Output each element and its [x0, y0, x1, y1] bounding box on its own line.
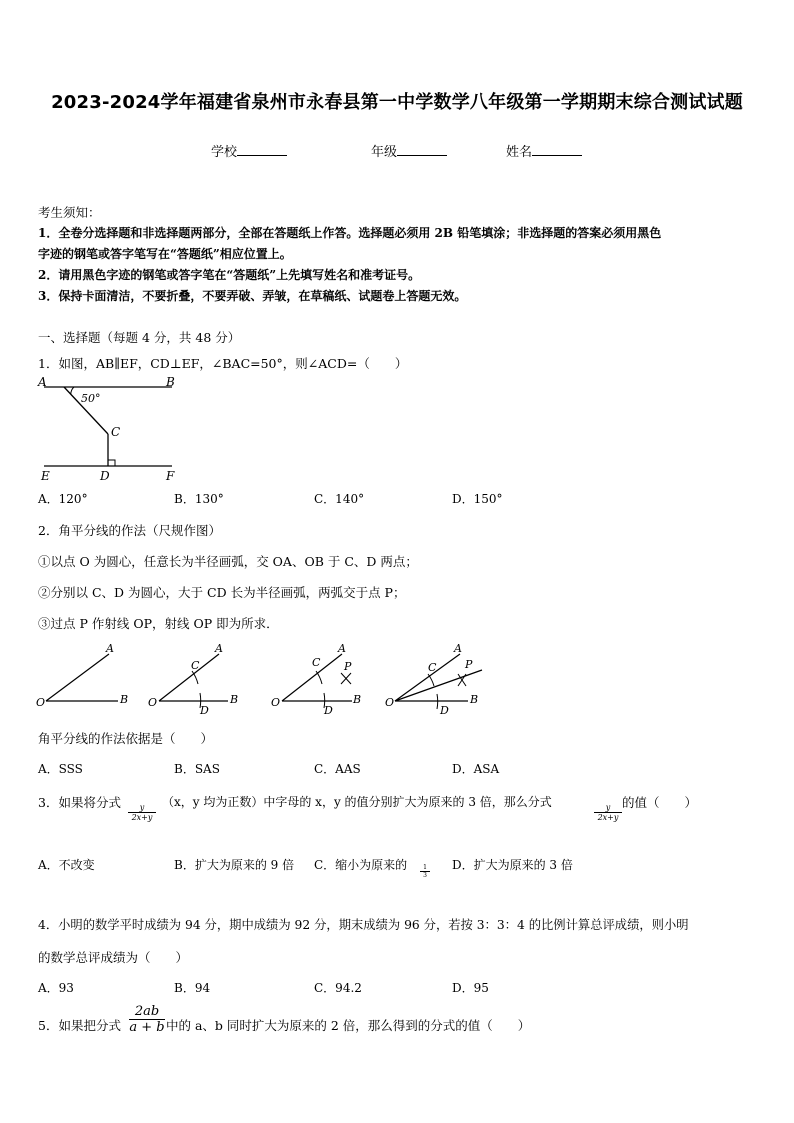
svg-text:D: D [324, 704, 333, 717]
school-blank [237, 143, 287, 156]
school-field [211, 141, 287, 160]
q2-option-d: D．ASA [452, 762, 500, 776]
q3-fraction [128, 803, 156, 822]
q3-frac-num: y [128, 803, 156, 813]
q3-fraction-2 [594, 803, 622, 822]
q3-stem-b: （x，y 均为正数）中字母的 x，y 的值分别扩大为原来的 3 倍，那么分式 [162, 795, 552, 809]
label-a: A [38, 375, 47, 389]
q3-optc-fraction: $\frac{1}{3}$ [420, 864, 430, 879]
q5-stem-b: 中的 a、b 同时扩大为原来的 2 倍，那么得到的分式的值（ ） [166, 1018, 531, 1033]
notice-item-2: 2．请用黑色字迹的钢笔或答字笔在“答题纸”上先填写姓名和准考证号。 [38, 268, 421, 282]
notice-heading: 考生须知： [38, 205, 101, 220]
notice-item-3: 3．保持卡面清洁，不要折叠，不要弄破、弄皱，在草稿纸、试题卷上答题无效。 [38, 289, 467, 303]
q5-stem-a: 5．如果把分式 [38, 1018, 121, 1033]
q1-option-c: C．140° [314, 492, 365, 506]
q4-line-2: 的数学总评成绩为（ ） [38, 950, 189, 965]
angle-figure-1 [36, 642, 128, 709]
section-heading: 一、选择题（每题 4 分，共 48 分） [38, 330, 241, 345]
label-angle: 50° [81, 392, 101, 405]
q3-frac-den: 2x+y [131, 813, 153, 822]
svg-text:O: O [36, 696, 46, 709]
q3-option-c: C．缩小为原来的 [314, 858, 408, 872]
q4-line-1: 4．小明的数学平时成绩为 94 分，期中成绩为 92 分，期末成绩为 96 分，若按 3：3：4 的比例计算总评成绩，则小明 [38, 918, 689, 932]
q1-option-a: A．120° [38, 492, 88, 506]
name-blank [532, 143, 582, 156]
q1-option-d: D．150° [452, 492, 503, 506]
school-label: 学校 [211, 145, 238, 160]
svg-text:O: O [148, 696, 158, 709]
q5-frac-num: 2ab [129, 1004, 165, 1020]
q5-frac-den: a + b [129, 1020, 165, 1035]
svg-text:C: C [191, 659, 200, 672]
name-label: 姓名 [506, 145, 533, 160]
q3-option-d: D．扩大为原来的 3 倍 [452, 858, 573, 872]
q4-option-a: A．93 [38, 981, 74, 995]
grade-blank [397, 143, 447, 156]
label-c: C [111, 425, 121, 439]
q1-option-b: B．130° [174, 492, 224, 506]
q3-frac2-den: 2x+y [597, 813, 619, 822]
q3-frac2-num: y [594, 803, 622, 813]
q4-option-c: C．94.2 [314, 981, 362, 995]
q3-option-b: B．扩大为原来的 9 倍 [174, 858, 295, 872]
notice-item-1: 1．全卷分选择题和非选择题两部分，全部在答题纸上作答。选择题必须用 2B 铅笔填涂；非选择题的答案必须用黑色 [38, 226, 662, 240]
q4-option-d: D．95 [452, 981, 489, 995]
q2-question: 角平分线的作法依据是（ ） [38, 731, 214, 746]
svg-text:P: P [344, 660, 352, 673]
q2-option-c: C．AAS [314, 762, 361, 776]
svg-text:O: O [271, 696, 281, 709]
label-b: B [166, 375, 175, 389]
q3-stem-a: 3．如果将分式 [38, 795, 121, 810]
angle-figure-2 [148, 642, 238, 717]
name-field [506, 141, 582, 160]
q2-step-3: ③过点 P 作射线 OP，射线 OP 即为所求． [38, 616, 279, 631]
svg-text:B: B [230, 693, 239, 706]
label-d: D [100, 469, 110, 483]
svg-text:A: A [215, 642, 223, 655]
q1-figure [36, 372, 186, 484]
svg-text:C: C [428, 661, 437, 674]
label-f: F [166, 469, 175, 483]
q2-stem: 2．角平分线的作法（尺规作图） [38, 523, 221, 538]
q3-stem-c: 的值（ ） [622, 795, 698, 810]
svg-text:O: O [385, 696, 395, 709]
notice-item-1-cont: 字迹的钢笔或答字笔写在“答题纸”相应位置上。 [38, 247, 292, 261]
q4-option-b: B．94 [174, 981, 211, 995]
right-angle-mark [108, 460, 115, 466]
svg-text:B: B [353, 693, 362, 706]
q2-option-a: A．SSS [38, 762, 83, 776]
q2-step-1: ①以点 O 为圆心，任意长为半径画弧，交 OA、OB 于 C、D 两点； [38, 554, 418, 569]
angle-figure-4 [385, 642, 482, 717]
grade-label: 年级 [371, 145, 398, 160]
svg-text:C: C [312, 656, 321, 669]
q2-option-b: B．SAS [174, 762, 220, 776]
svg-text:A: A [338, 642, 346, 655]
svg-text:D: D [440, 704, 449, 717]
svg-text:A: A [454, 642, 462, 655]
label-e: E [41, 469, 50, 483]
grade-field [371, 141, 447, 160]
q2-step-2: ②分别以 C、D 为圆心，大于 CD 长为半径画弧，两弧交于点 P； [38, 585, 406, 600]
svg-text:B: B [120, 693, 129, 706]
svg-text:B: B [470, 693, 479, 706]
angle-arc [71, 387, 74, 394]
page-title: 2023-2024学年福建省泉州市永春县第一中学数学八年级第一学期期末综合测试试题 [51, 92, 743, 113]
svg-text:P: P [465, 658, 473, 671]
svg-text:D: D [200, 704, 209, 717]
q3-option-a: A．不改变 [38, 858, 95, 872]
q1-stem: 1．如图，AB∥EF，CD⊥EF，∠BAC=50°，则∠ACD=（ ） [38, 356, 408, 371]
q2-figures [34, 640, 494, 720]
svg-text:A: A [106, 642, 114, 655]
q5-fraction [129, 1004, 165, 1035]
angle-figure-3 [271, 642, 361, 717]
